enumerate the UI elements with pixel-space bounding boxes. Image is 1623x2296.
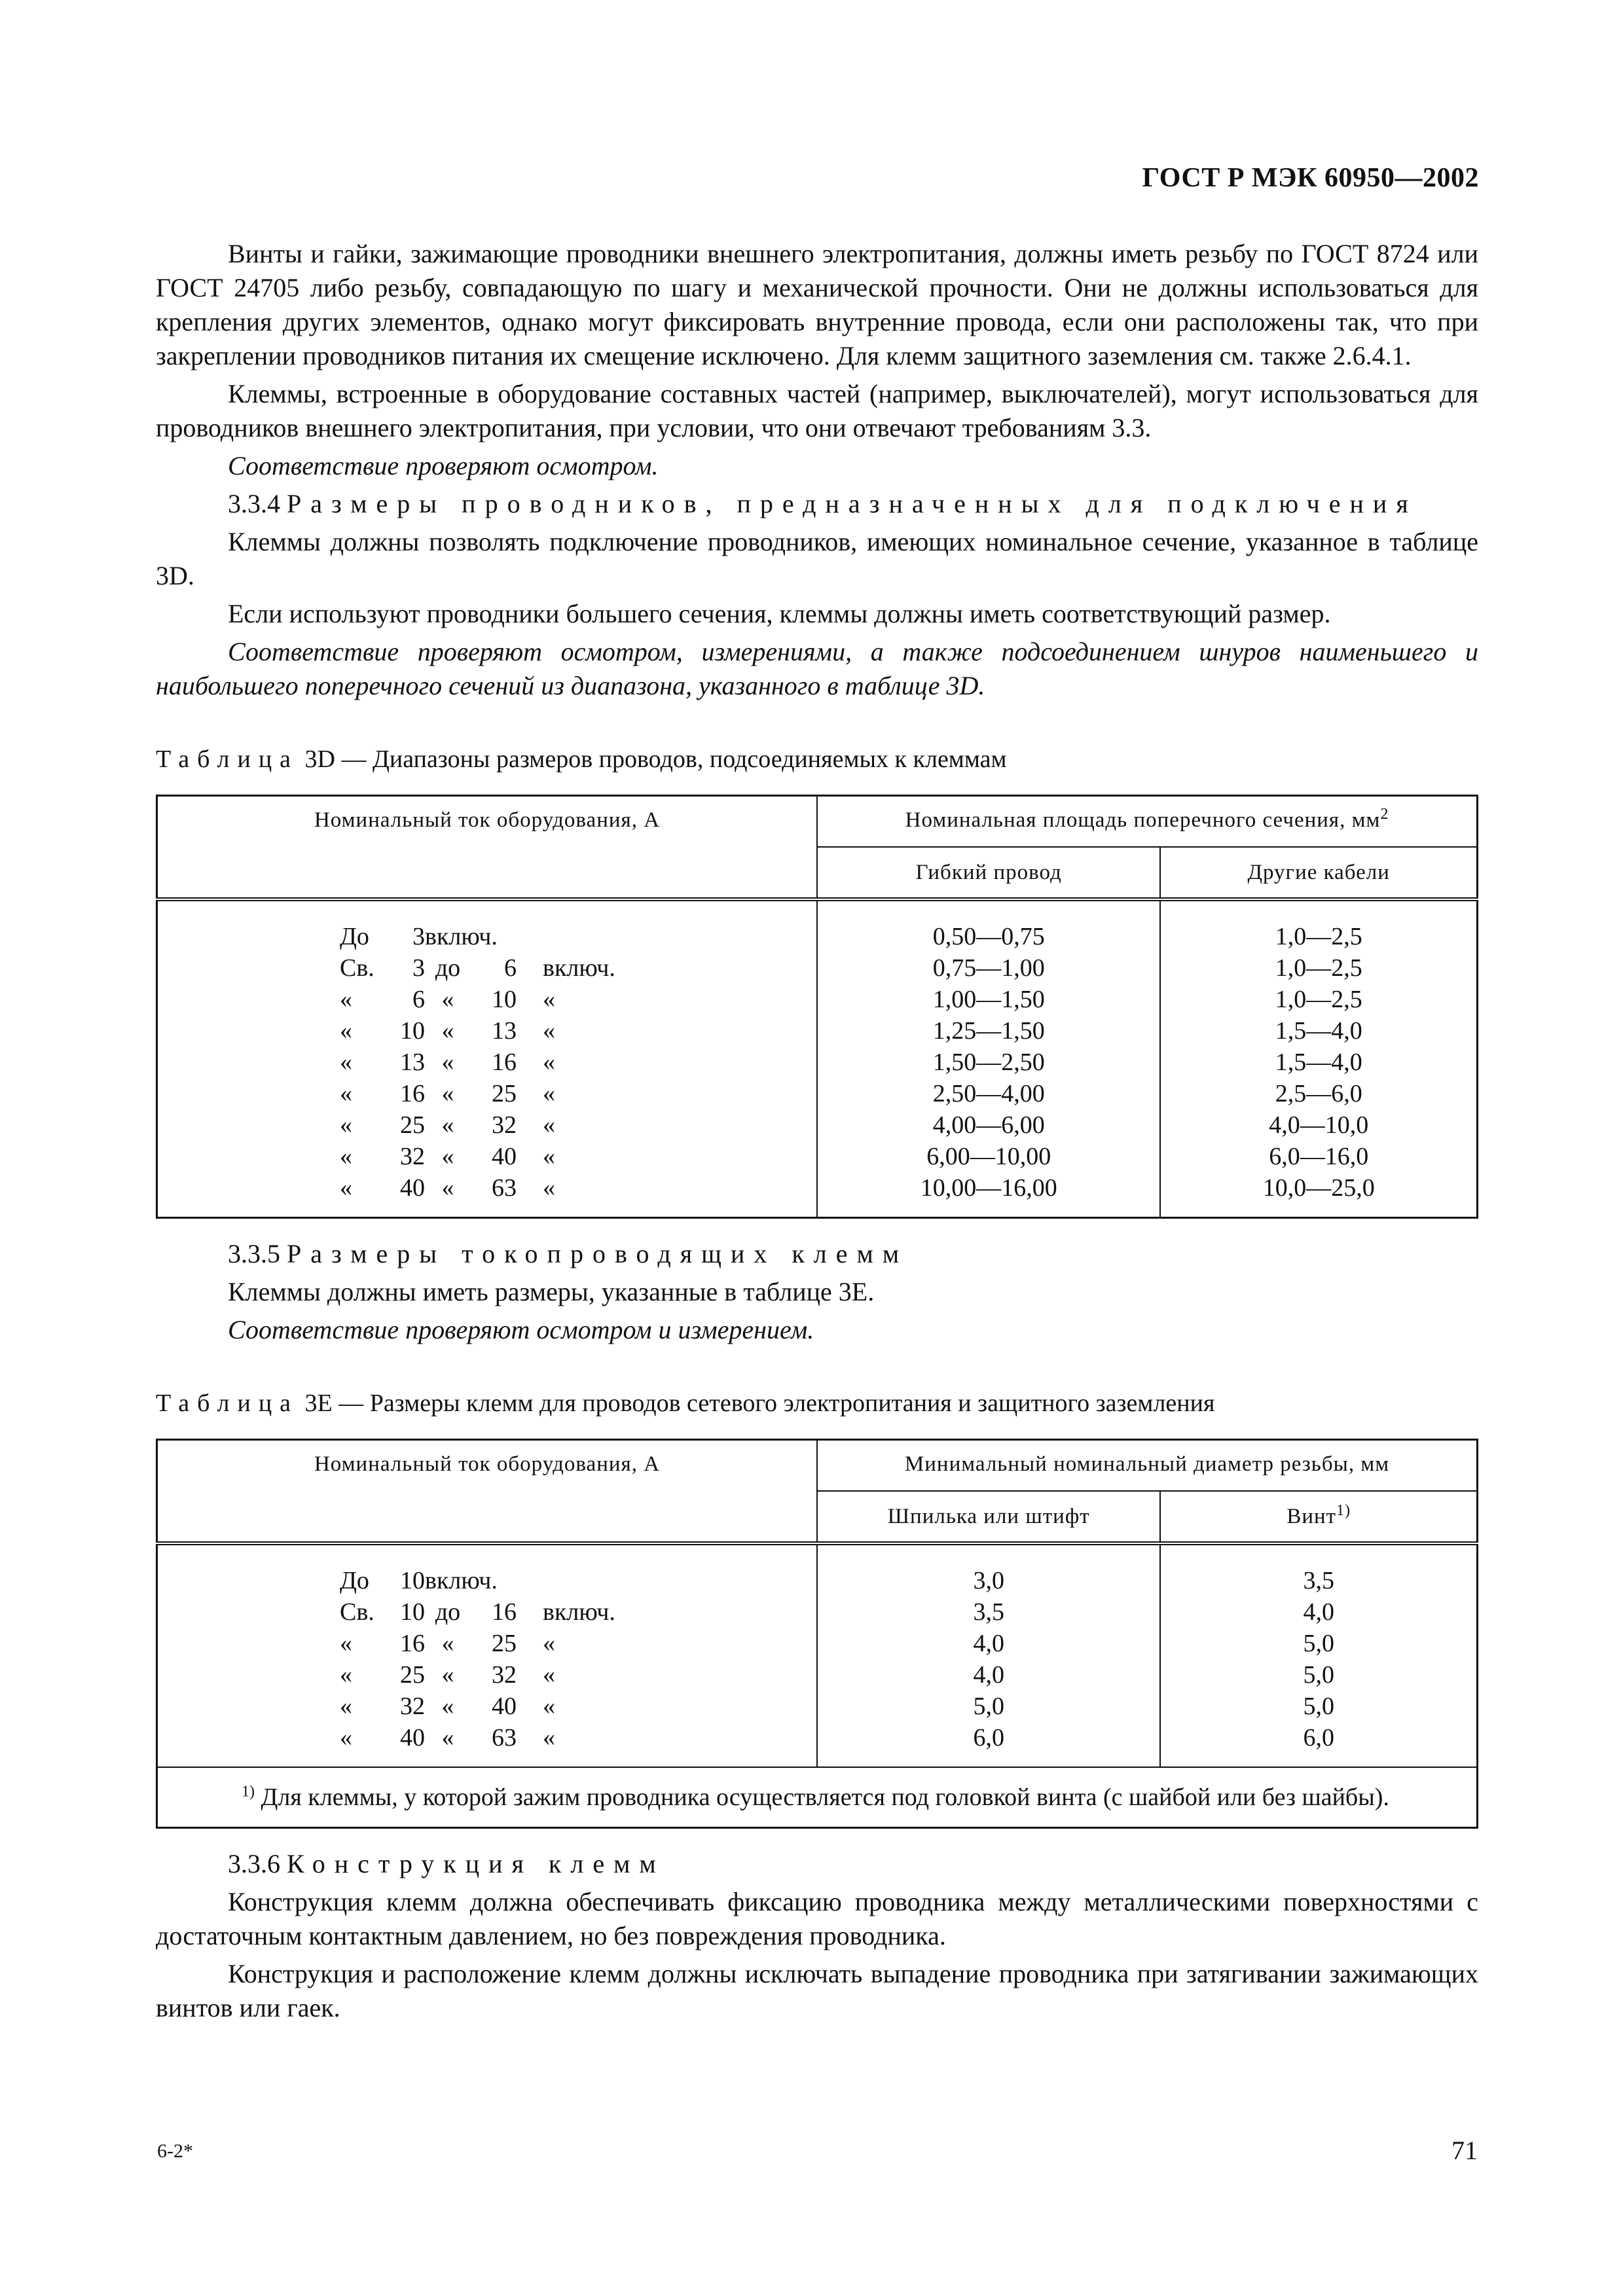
current-range [340,1047,634,1078]
current-part: 32 [492,1661,517,1689]
current-part: 40 [400,1174,425,1202]
current-part: 25 [400,1111,425,1139]
current-part: 10 [400,1017,425,1045]
current-part: « [543,1661,555,1689]
column-header-screw-text: Винт [1286,1505,1337,1528]
current-part: 32 [400,1143,425,1170]
current-part: « [543,1174,555,1202]
current-part: До [340,923,369,950]
caption-text: — Диапазоны размеров проводов, подсоединяемых к клеммам [335,745,1007,773]
current-part: 6 [504,954,517,982]
column-header-current: Номинальный ток оборудования, А [157,796,818,900]
cell-other: 10,0—25,0 [1160,1172,1477,1218]
paragraph-cross-section: Клеммы должны позволять подключение проводников, имеющих номинальное сечение, указанное в таблице 3D. [156,527,1478,590]
current-range [340,1659,634,1691]
paragraph-built-in-terminals: Клеммы, встроенные в оборудование составных частей (например, выключателей), могут использоваться для проводников внешнего электропитания, при условии, что они отвечают требованиям 3.3. [156,379,1478,442]
cell-flex: 0,75—1,00 [817,952,1160,984]
current-part: 13 [400,1049,425,1076]
table-3d-caption [156,742,1478,776]
cell-other: 2,5—6,0 [1160,1078,1477,1109]
current-part: « [441,1049,454,1076]
cell-current [157,952,818,984]
table-3e [156,1439,1478,1829]
current-part: « [543,1630,555,1657]
caption-text: — Размеры клемм для проводов сетевого электропитания и защитного заземления [332,1390,1215,1417]
current-part: « [441,1174,454,1202]
paragraph-screws: Винты и гайки, зажимающие проводники внешнего электропитания, должны иметь резьбу по ГОСТ 8724 или ГОСТ 24705 либо резьбу, совпадающую по шагу и механической прочности. Они не должны использоваться для крепления других элементов, однако могут фиксировать внутренние провода, если они расположены так, что при закреплении проводников питания их смещение исключено. Для клемм защитного заземления см. также 2.6.4.1. [156,239,1478,370]
current-part: « [340,986,352,1013]
document-header: ГОСТ Р МЭК 60950—2002 [1142,163,1479,193]
paragraph-terminal-design: Конструкция клемм должна обеспечивать фиксацию проводника между металлическими поверхностями с достаточным контактным давлением, но без повреждения проводника. [156,1887,1478,1950]
current-part: 16 [400,1630,425,1657]
current-part: 63 [492,1724,517,1751]
current-part: 16 [492,1049,517,1076]
table-row [157,899,1478,952]
current-part: « [543,1693,555,1720]
cell-current [157,1078,818,1109]
section-number: 3.3.6 [228,1849,280,1878]
current-part: 10 [492,986,517,1013]
current-range [340,1596,634,1628]
current-part: « [441,1630,454,1657]
current-part: 16 [492,1598,517,1626]
table-3d-body [157,899,1478,1218]
table-row [157,1691,1478,1722]
current-part: « [543,1111,555,1139]
current-part: « [543,1724,555,1751]
current-part: 40 [492,1143,517,1170]
column-header-area [817,796,1478,848]
current-part: « [441,1017,454,1045]
current-part: 25 [492,1080,517,1107]
current-range [340,921,634,952]
section-number: 3.3.5 [228,1239,280,1268]
cell-screw: 4,0 [1160,1596,1477,1628]
caption-id: 3E [304,1390,333,1417]
table-3e-caption [156,1386,1478,1420]
current-range [340,952,634,984]
current-range [340,1109,634,1141]
current-range [340,1565,634,1596]
current-part: « [340,1111,352,1139]
current-part: 32 [400,1693,425,1720]
current-part: « [441,1143,454,1170]
current-part: « [543,1143,555,1170]
column-header-area-sup: 2 [1380,806,1389,823]
current-range [340,1078,634,1109]
cell-current [157,1659,818,1691]
current-part: « [441,1111,454,1139]
table-row [157,1078,1478,1109]
current-part: « [543,1080,555,1107]
column-header-screw [1160,1491,1477,1543]
current-range [340,1722,634,1753]
table-row [157,1141,1478,1172]
column-header-diameter: Минимальный номинальный диаметр резьбы, мм [817,1440,1478,1492]
cell-other: 1,0—2,5 [1160,952,1477,984]
cell-other: 1,0—2,5 [1160,984,1477,1015]
cell-current [157,984,818,1015]
current-part: « [543,1017,555,1045]
cell-current [157,1596,818,1628]
caption-id: 3D [304,745,335,773]
cell-current [157,1691,818,1722]
current-range [340,1172,634,1204]
cell-flex: 2,50—4,00 [817,1078,1160,1109]
cell-flex: 0,50—0,75 [817,899,1160,952]
column-header-flexible: Гибкий провод [817,847,1160,899]
paragraph-compliance-3: Соответствие проверяют осмотром и измерением. [228,1315,814,1344]
paragraph-larger-section: Если используют проводники большего сечения, клеммы должны иметь соответствующий размер. [228,599,1331,628]
table-row [157,1047,1478,1078]
table-row [157,1628,1478,1659]
page-number: 71 [1451,2136,1478,2165]
cell-current [157,1722,818,1767]
cell-other: 4,0—10,0 [1160,1109,1477,1141]
table-3d [156,795,1478,1219]
current-part: включ. [425,923,498,950]
section-number: 3.3.4 [228,489,280,518]
current-part: до [435,1598,461,1626]
current-part: « [340,1174,352,1202]
cell-flex: 1,00—1,50 [817,984,1160,1015]
table-row [157,952,1478,984]
cell-stud: 3,5 [817,1596,1160,1628]
cell-other: 1,5—4,0 [1160,1047,1477,1078]
current-part: « [441,1661,454,1689]
table-row [157,1596,1478,1628]
cell-current [157,1543,818,1596]
current-part: включ. [543,954,615,982]
table-row [157,1659,1478,1691]
table-row [157,1109,1478,1141]
current-part: 40 [400,1724,425,1751]
column-header-other: Другие кабели [1160,847,1477,899]
cell-screw: 5,0 [1160,1628,1477,1659]
cell-current [157,1109,818,1141]
caption-label: Таблица [156,745,299,773]
paragraph-compliance-1: Соответствие проверяют осмотром. [228,451,659,480]
table-3e-footnote [157,1767,1478,1828]
current-part: включ. [425,1567,498,1594]
caption-label: Таблица [156,1390,299,1417]
cell-current [157,1047,818,1078]
section-heading-3-3-5 [156,1237,1478,1271]
section-title: Размеры проводников, предназначенных для подключения [287,489,1417,518]
cell-other: 1,0—2,5 [1160,899,1477,952]
current-part: Св. [340,1598,374,1626]
section-title: Конструкция клемм [287,1849,665,1878]
current-part: « [441,1693,454,1720]
column-header-screw-sup: 1) [1336,1502,1351,1519]
current-part: 10 [400,1598,425,1626]
section-title: Размеры токопроводящих клемм [287,1239,909,1268]
current-part: 13 [492,1017,517,1045]
column-header-current: Номинальный ток оборудования, А [157,1440,818,1544]
cell-current [157,1172,818,1218]
current-part: « [340,1080,352,1107]
section-heading-3-3-6 [156,1847,1478,1881]
footnote-mark: 1) [242,1783,255,1801]
current-part: Св. [340,954,374,982]
current-part: « [441,986,454,1013]
current-range [340,1141,634,1172]
current-part: 6 [412,986,425,1013]
current-part: « [441,1080,454,1107]
current-part: 3 [412,923,425,950]
cell-current [157,1015,818,1047]
current-part: До [340,1567,369,1594]
cell-stud: 4,0 [817,1659,1160,1691]
cell-current [157,1628,818,1659]
current-part: 16 [400,1080,425,1107]
section-heading-3-3-4 [156,487,1478,521]
cell-screw: 5,0 [1160,1691,1477,1722]
current-part: 32 [492,1111,517,1139]
current-part: 63 [492,1174,517,1202]
cell-other: 1,5—4,0 [1160,1015,1477,1047]
cell-screw: 5,0 [1160,1659,1477,1691]
current-part: « [340,1049,352,1076]
paragraph-compliance-2: Соответствие проверяют осмотром, измерениями, а также подсоединением шнуров наименьшего и наибольшего поперечного сечений из диапазона, указанного в таблице 3D. [156,637,1478,700]
current-part: « [340,1661,352,1689]
current-range [340,1015,634,1047]
current-part: 10 [400,1567,425,1594]
current-part: « [441,1724,454,1751]
cell-flex: 6,00—10,00 [817,1141,1160,1172]
current-part: 3 [412,954,425,982]
column-header-area-text: Номинальная площадь поперечного сечения, мм [905,808,1381,832]
page-body [156,237,1478,2029]
current-part: « [543,1049,555,1076]
cell-stud: 4,0 [817,1628,1160,1659]
current-part: « [340,1630,352,1657]
cell-stud: 3,0 [817,1543,1160,1596]
cell-screw: 6,0 [1160,1722,1477,1767]
current-range [340,984,634,1015]
footer-signature: 6-2* [157,2140,193,2162]
paragraph-terminal-arrangement: Конструкция и расположение клемм должны исключать выпадение проводника при затягивании зажимающих винтов или гаек. [156,1959,1478,2022]
cell-stud: 6,0 [817,1722,1160,1767]
cell-current [157,1141,818,1172]
cell-flex: 10,00—16,00 [817,1172,1160,1218]
cell-current [157,899,818,952]
current-part: 25 [400,1661,425,1689]
current-part: « [340,1017,352,1045]
column-header-stud: Шпилька или штифт [817,1491,1160,1543]
current-range [340,1628,634,1659]
current-part: 25 [492,1630,517,1657]
cell-stud: 5,0 [817,1691,1160,1722]
cell-screw: 3,5 [1160,1543,1477,1596]
cell-flex: 1,50—2,50 [817,1047,1160,1078]
current-range [340,1691,634,1722]
current-part: « [340,1143,352,1170]
current-part: « [340,1724,352,1751]
current-part: включ. [543,1598,615,1626]
cell-flex: 4,00—6,00 [817,1109,1160,1141]
table-3e-body [157,1543,1478,1767]
current-part: « [543,986,555,1013]
table-row [157,1172,1478,1218]
cell-flex: 1,25—1,50 [817,1015,1160,1047]
current-part: 40 [492,1693,517,1720]
table-row [157,1722,1478,1767]
table-row [157,1543,1478,1596]
current-part: « [340,1693,352,1720]
table-row [157,984,1478,1015]
table-row [157,1015,1478,1047]
cell-other: 6,0—16,0 [1160,1141,1477,1172]
current-part: до [435,954,461,982]
paragraph-terminal-sizes: Клеммы должны иметь размеры, указанные в таблице 3E. [228,1277,875,1306]
footnote-text: Для клеммы, у которой зажим проводника осуществляется под головкой винта (с шайбой или без шайбы). [255,1784,1389,1811]
